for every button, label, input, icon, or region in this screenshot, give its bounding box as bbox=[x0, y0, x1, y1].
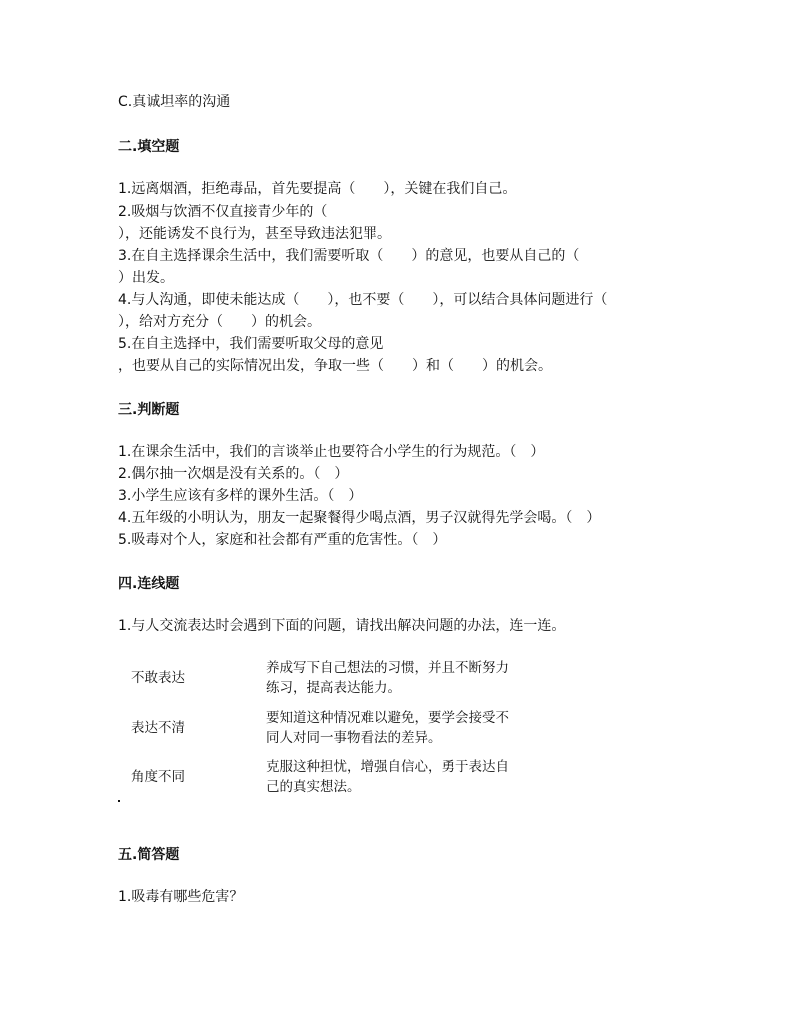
fill-blank-line: 4.与人沟通，即使未能达成（ ），也不要（ ），可以结合具体问题进行（ bbox=[118, 292, 608, 308]
stray-dot bbox=[118, 800, 120, 802]
matching-question: 1.与人交流表达时会遇到下面的问题，请找出解决问题的办法，连一连。 bbox=[118, 618, 566, 634]
section-heading-judgment: 三.判断题 bbox=[118, 402, 180, 418]
judgment-line: 3.小学生应该有多样的课外生活。（ ） bbox=[118, 488, 363, 504]
section-heading-fill-blank: 二.填空题 bbox=[118, 139, 180, 155]
fill-blank-line: ）出发。 bbox=[118, 270, 174, 286]
fill-blank-line: 2.吸烟与饮酒不仅直接青少年的（ bbox=[118, 204, 328, 220]
judgment-line: 1.在课余生活中，我们的言谈举止也要符合小学生的行为规范。（ ） bbox=[118, 444, 545, 460]
matching-right-item: 己的真实想法。 bbox=[266, 779, 361, 795]
fill-blank-line: ，也要从自己的实际情况出发，争取一些（ ）和（ ）的机会。 bbox=[118, 358, 552, 374]
fill-blank-line: 5.在自主选择中，我们需要听取父母的意见 bbox=[118, 336, 384, 352]
fill-blank-line: 1.远离烟酒，拒绝毒品，首先要提高（ ），关键在我们自己。 bbox=[118, 181, 517, 197]
section-heading-short-answer: 五.简答题 bbox=[118, 847, 180, 863]
matching-right-item: 要知道这种情况难以避免，要学会接受不 bbox=[266, 710, 509, 726]
matching-left-item: 不敢表达 bbox=[131, 670, 185, 686]
matching-right-item: 养成写下自己想法的习惯，并且不断努力 bbox=[266, 660, 509, 676]
matching-left-item: 角度不同 bbox=[131, 769, 185, 785]
matching-right-item: 练习，提高表达能力。 bbox=[266, 680, 401, 696]
fill-blank-line: ），给对方充分（ ）的机会。 bbox=[118, 314, 321, 330]
fill-blank-line: ），还能诱发不良行为，甚至导致违法犯罪。 bbox=[118, 226, 391, 242]
fill-blank-line: 3.在自主选择课余生活中，我们需要听取（ ）的意见，也要从自己的（ bbox=[118, 248, 580, 264]
judgment-line: 5.吸毒对个人，家庭和社会都有严重的危害性。（ ） bbox=[118, 532, 447, 548]
judgment-line: 4.五年级的小明认为，朋友一起聚餐得少喝点酒，男子汉就得先学会喝。（ ） bbox=[118, 510, 601, 526]
section-heading-matching: 四.连线题 bbox=[118, 576, 180, 592]
matching-right-item: 克服这种担忧，增强自信心，勇于表达自 bbox=[266, 759, 509, 775]
matching-left-item: 表达不清 bbox=[131, 720, 185, 736]
matching-right-item: 同人对同一事物看法的差异。 bbox=[266, 730, 442, 746]
option-c: C.真诚坦率的沟通 bbox=[118, 94, 231, 110]
judgment-line: 2.偶尔抽一次烟是没有关系的。（ ） bbox=[118, 466, 349, 482]
short-answer-question: 1.吸毒有哪些危害？ bbox=[118, 889, 244, 905]
